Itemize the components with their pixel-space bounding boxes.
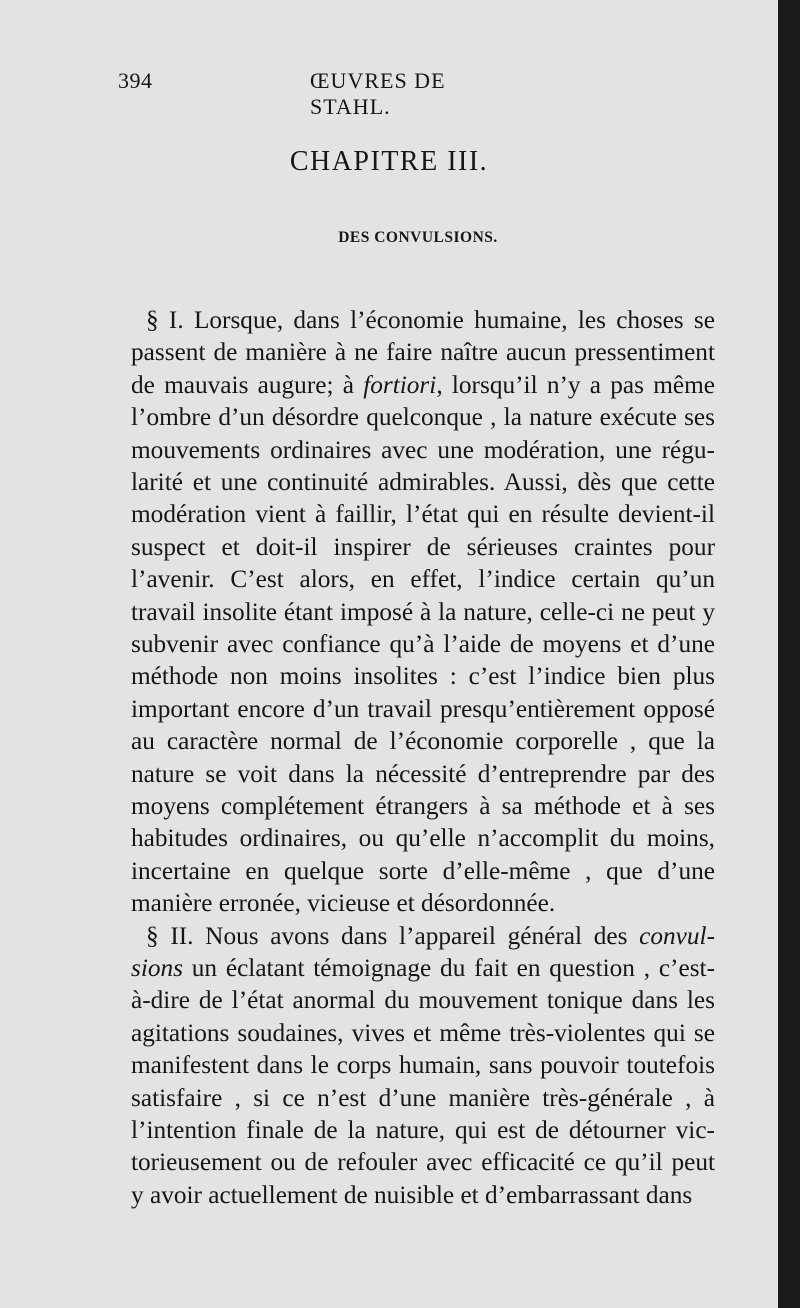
text-span: travail insolite étant imposé à la nature, celle-ci ne peut y: [131, 597, 715, 626]
text-span: un éclatant témoignage du fait en question , c’est-: [183, 954, 715, 982]
text-line: [131, 532, 715, 563]
text-line: [131, 597, 715, 628]
text-line: [131, 435, 715, 466]
text-line: [131, 1180, 715, 1211]
text-line: [131, 629, 715, 660]
text-line: [131, 337, 715, 368]
text-line: [131, 1018, 715, 1049]
text-line: [131, 1115, 715, 1146]
text-span: manifestent dans le corps humain, sans pouvoir toutefois: [131, 1051, 715, 1080]
text-span: l’ombre d’un désordre quelconque , la nature exécute ses: [131, 403, 715, 432]
text-line: [131, 499, 715, 530]
text-span: y avoir actuellement de nuisible et d’embarrassant dans: [131, 1180, 693, 1209]
text-span: de mauvais augure; à: [131, 370, 364, 399]
text-line: [131, 661, 715, 692]
text-span: § II. Nous avons dans l’appareil général des: [146, 921, 640, 950]
text-span: modération vient à faillir, l’état qui en résulte devient-il: [131, 500, 715, 529]
text-span: torieusement ou de refouler avec efficacité ce qu’il peut: [131, 1148, 715, 1177]
text-span: passent de manière à ne faire naître aucun pressentiment: [131, 338, 715, 367]
text-span: mouvements ordinaires avec une modération, une régu-: [131, 435, 715, 464]
text-line: [131, 856, 715, 887]
text-span: méthode non moins insolites : c’est l’indice bien plus: [131, 662, 715, 691]
text-line: [131, 1050, 715, 1081]
text-span: § I. Lorsque, dans l’économie humaine, les choses se: [146, 306, 715, 334]
italic-text: sions: [131, 954, 184, 982]
text-span: habitudes ordinaires, ou qu’elle n’accomplit du moins,: [131, 824, 715, 853]
text-line: [131, 953, 715, 984]
text-line: [131, 467, 715, 498]
text-span: subvenir avec confiance qu’à l’aide de moyens et d’une: [131, 630, 715, 658]
running-head: [118, 68, 518, 119]
italic-text: fortiori: [363, 370, 437, 399]
italic-text: convul-: [639, 921, 715, 950]
chapter-title: CHAPITRE III.: [289, 146, 489, 177]
text-span: suspect et doit-il inspirer de sérieuses craintes pour: [131, 532, 715, 561]
text-span: manière erronée, vicieuse et désordonnée.: [131, 889, 556, 918]
text-line: [131, 1147, 715, 1178]
text-line: [131, 759, 715, 790]
text-span: au caractère normal de l’économie corporelle , que la: [131, 727, 715, 756]
text-line: [146, 305, 715, 336]
text-span: moyens complétement étrangers à sa méthode et à ses: [131, 792, 715, 820]
chapter-subtitle: DES CONVULSIONS.: [338, 229, 498, 246]
text-span: l’intention finale de la nature, qui est de détourner vic-: [131, 1116, 715, 1144]
text-line: [131, 1083, 715, 1114]
text-line: [131, 726, 715, 757]
text-line: [131, 985, 715, 1016]
text-span: l’avenir. C’est alors, en effet, l’indice certain qu’un: [131, 565, 715, 594]
text-span: important encore d’un travail presqu’entièrement opposé: [131, 694, 715, 723]
text-span: agitations soudaines, vives et même très-violentes qui se: [131, 1018, 715, 1047]
text-span: incertaine en quelque sorte d’elle-même , que d’une: [131, 856, 715, 885]
page-number: 394: [118, 68, 153, 93]
text-line: [131, 370, 715, 401]
text-span: larité et une continuité admirables. Aussi, dès que cette: [131, 468, 715, 496]
text-span: satisfaire , si ce n’est d’une manière très-générale , à: [131, 1083, 715, 1112]
text-line: [131, 564, 715, 595]
text-line: [131, 402, 715, 433]
text-span: nature se voit dans la nécessité d’entreprendre par des: [131, 759, 715, 788]
text-line: [131, 823, 715, 854]
text-line: [146, 921, 715, 952]
text-line: [131, 791, 715, 822]
text-span: à-dire de l’état anormal du mouvement tonique dans les: [131, 986, 715, 1015]
text-line: [131, 888, 715, 919]
text-span: , lorsqu’il n’y a pas même: [436, 370, 715, 399]
text-line: [131, 694, 715, 725]
running-title: ŒUVRES DE STAHL.: [310, 68, 446, 119]
